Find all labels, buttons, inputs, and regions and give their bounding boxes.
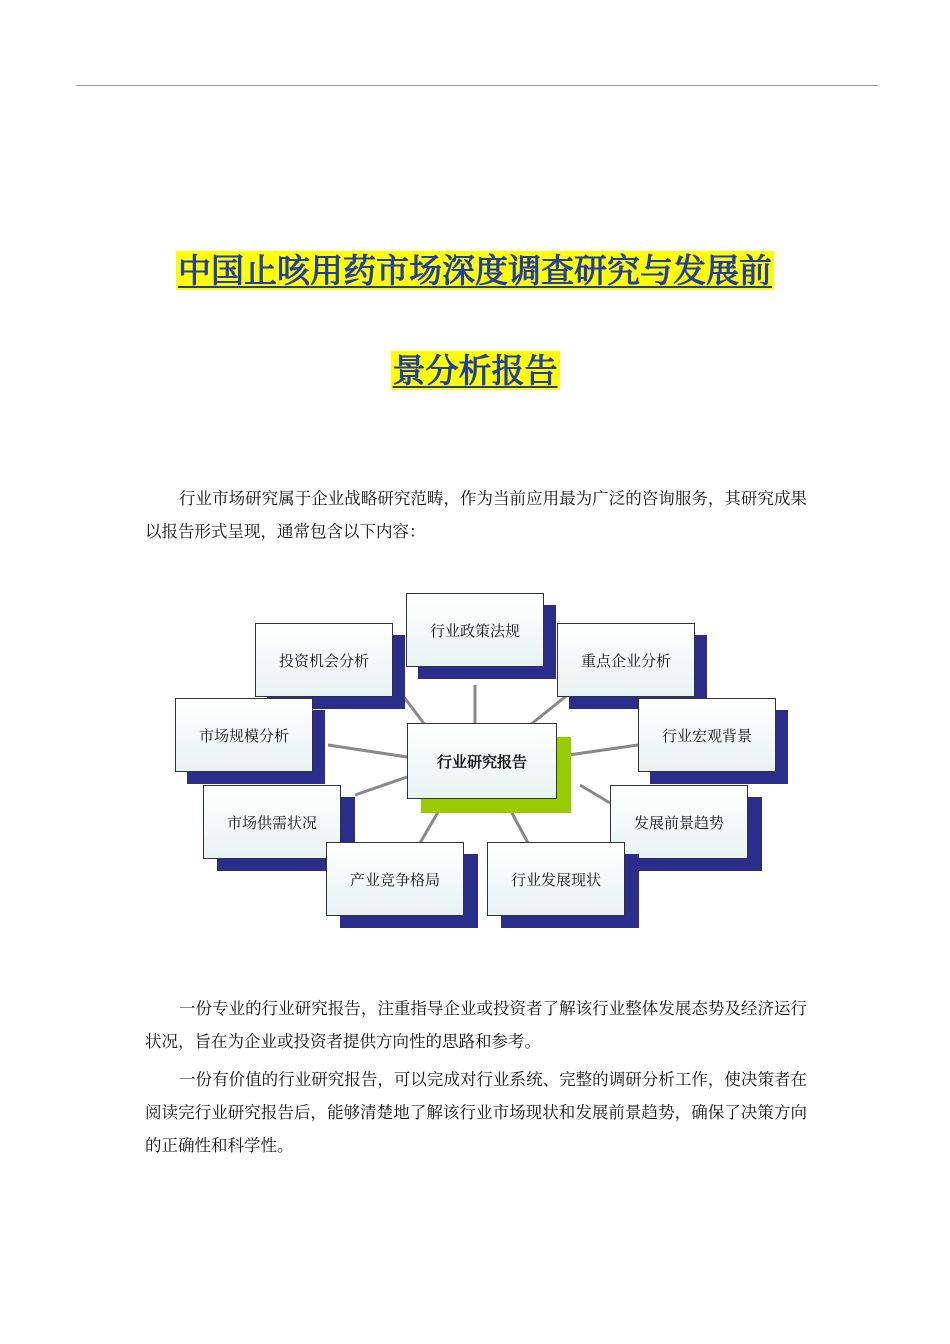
paragraph-valuable-report: 一份有价值的行业研究报告，可以完成对行业系统、完整的调研分析工作，使决策者在阅读完行业研究报告后，能够清楚地了解该行业市场现状和发展前景趋势，确保了决策方向的正确性和科学性。: [145, 1070, 807, 1155]
paragraph-professional-report: 一份专业的行业研究报告，注重指导企业或投资者了解该行业整体发展态势及经济运行状况，旨在为企业或投资者提供方向性的思路和参考。: [145, 999, 807, 1051]
connector-line: [328, 745, 407, 757]
report-contents-diagram: 行业政策法规 投资机会分析 重点企业分析 市场规模分析 行业宏观背景 行业研究报告 市场供需状况 发展前景趋势 产业竞争格局 行业发展现状: [160, 585, 800, 930]
header-rule: [76, 85, 878, 86]
report-title-line-2: 景分析报告: [392, 351, 558, 390]
connector-line: [580, 785, 610, 803]
connector-line: [530, 693, 570, 725]
report-title-line-1: 中国止咳用药市场深度调查研究与发展前: [178, 251, 772, 290]
connector-line: [355, 777, 407, 795]
intro-paragraph: 行业市场研究属于企业战略研究范畴，作为当前应用最为广泛的咨询服务，其研究成果以报告形式呈现，通常包含以下内容：: [145, 489, 807, 541]
